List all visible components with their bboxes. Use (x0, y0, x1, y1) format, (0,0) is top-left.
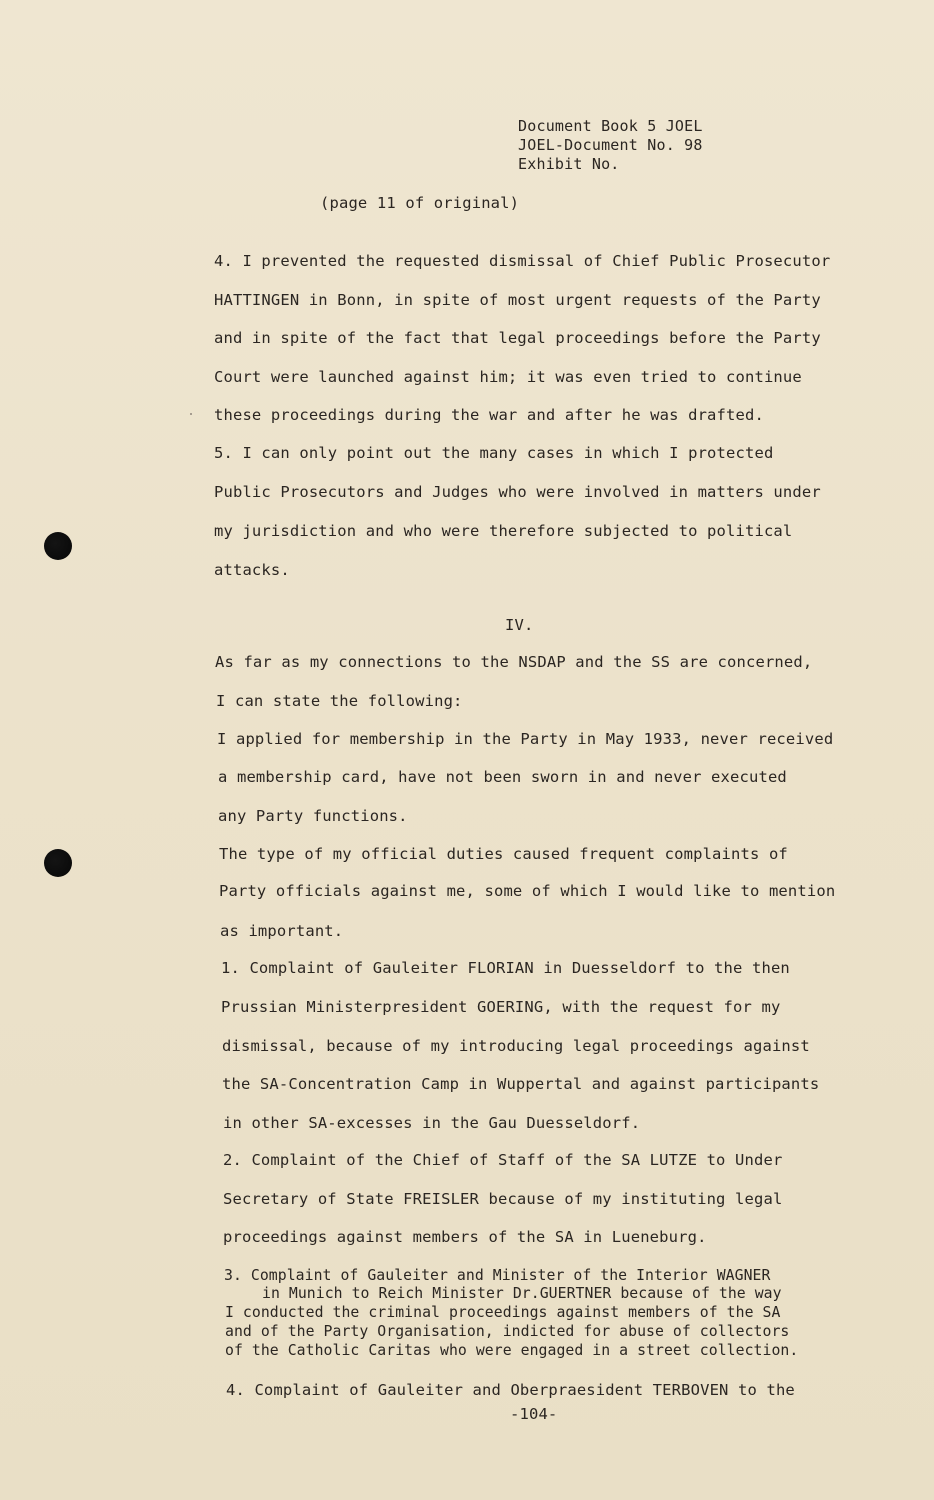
body-line: in Munich to Reich Minister Dr.GUERTNER because of the way (262, 1285, 782, 1302)
body-line: of the Catholic Caritas who were engaged in a street collection. (225, 1342, 799, 1359)
body-line: Court were launched against him; it was even tried to continue (214, 368, 802, 386)
body-line: The type of my official duties caused frequent complaints of (219, 845, 788, 863)
body-line: a membership card, have not been sworn in and never executed (218, 768, 787, 786)
document-number-line: JOEL-Document No. 98 (518, 136, 703, 154)
body-line: 3. Complaint of Gauleiter and Minister of the Interior WAGNER (224, 1267, 771, 1284)
body-line: I applied for membership in the Party in May 1933, never received (217, 730, 834, 748)
punch-hole-upper (44, 532, 72, 560)
body-line: 2. Complaint of the Chief of Staff of the SA LUTZE to Under (223, 1151, 783, 1169)
body-line: proceedings against members of the SA in Lueneburg. (223, 1228, 707, 1246)
body-line: in other SA-excesses in the Gau Duesseldorf. (223, 1114, 641, 1132)
body-line: Secretary of State FREISLER because of my instituting legal (223, 1190, 783, 1208)
page-number: -104- (510, 1405, 558, 1423)
body-line: 4. I prevented the requested dismissal of Chief Public Prosecutor (214, 252, 831, 270)
body-line: attacks. (214, 561, 290, 579)
body-line: my jurisdiction and who were therefore subjected to political (214, 522, 793, 540)
page-reference: (page 11 of original) (320, 194, 520, 212)
body-line: any Party functions. (218, 807, 408, 825)
section-marker: IV. (505, 616, 534, 634)
body-line: dismissal, because of my introducing legal proceedings against (222, 1037, 810, 1055)
body-line: I conducted the criminal proceedings against members of the SA (225, 1304, 781, 1321)
body-line: 1. Complaint of Gauleiter FLORIAN in Duesseldorf to the then (221, 959, 790, 977)
exhibit-line: Exhibit No. (518, 155, 620, 173)
body-line: 4. Complaint of Gauleiter and Oberpraesident TERBOVEN to the (226, 1381, 795, 1399)
body-line: Prussian Ministerpresident GOERING, with the request for my (221, 998, 781, 1016)
body-line: Party officials against me, some of which I would like to mention (219, 882, 836, 900)
body-line: As far as my connections to the NSDAP and the SS are concerned, (215, 653, 813, 671)
paper-speck (190, 413, 192, 415)
body-line: Public Prosecutors and Judges who were involved in matters under (214, 483, 821, 501)
body-line: and in spite of the fact that legal proceedings before the Party (214, 329, 821, 347)
body-line: the SA-Concentration Camp in Wuppertal and against participants (222, 1075, 820, 1093)
body-line: these proceedings during the war and after he was drafted. (214, 406, 764, 424)
body-line: 5. I can only point out the many cases in which I protected (214, 444, 774, 462)
body-line: HATTINGEN in Bonn, in spite of most urgent requests of the Party (214, 291, 821, 309)
body-line: and of the Party Organisation, indicted for abuse of collectors (225, 1323, 790, 1340)
body-line: as important. (220, 922, 344, 940)
punch-hole-lower (44, 849, 72, 877)
document-book-line: Document Book 5 JOEL (518, 117, 703, 135)
body-line: I can state the following: (216, 692, 463, 710)
